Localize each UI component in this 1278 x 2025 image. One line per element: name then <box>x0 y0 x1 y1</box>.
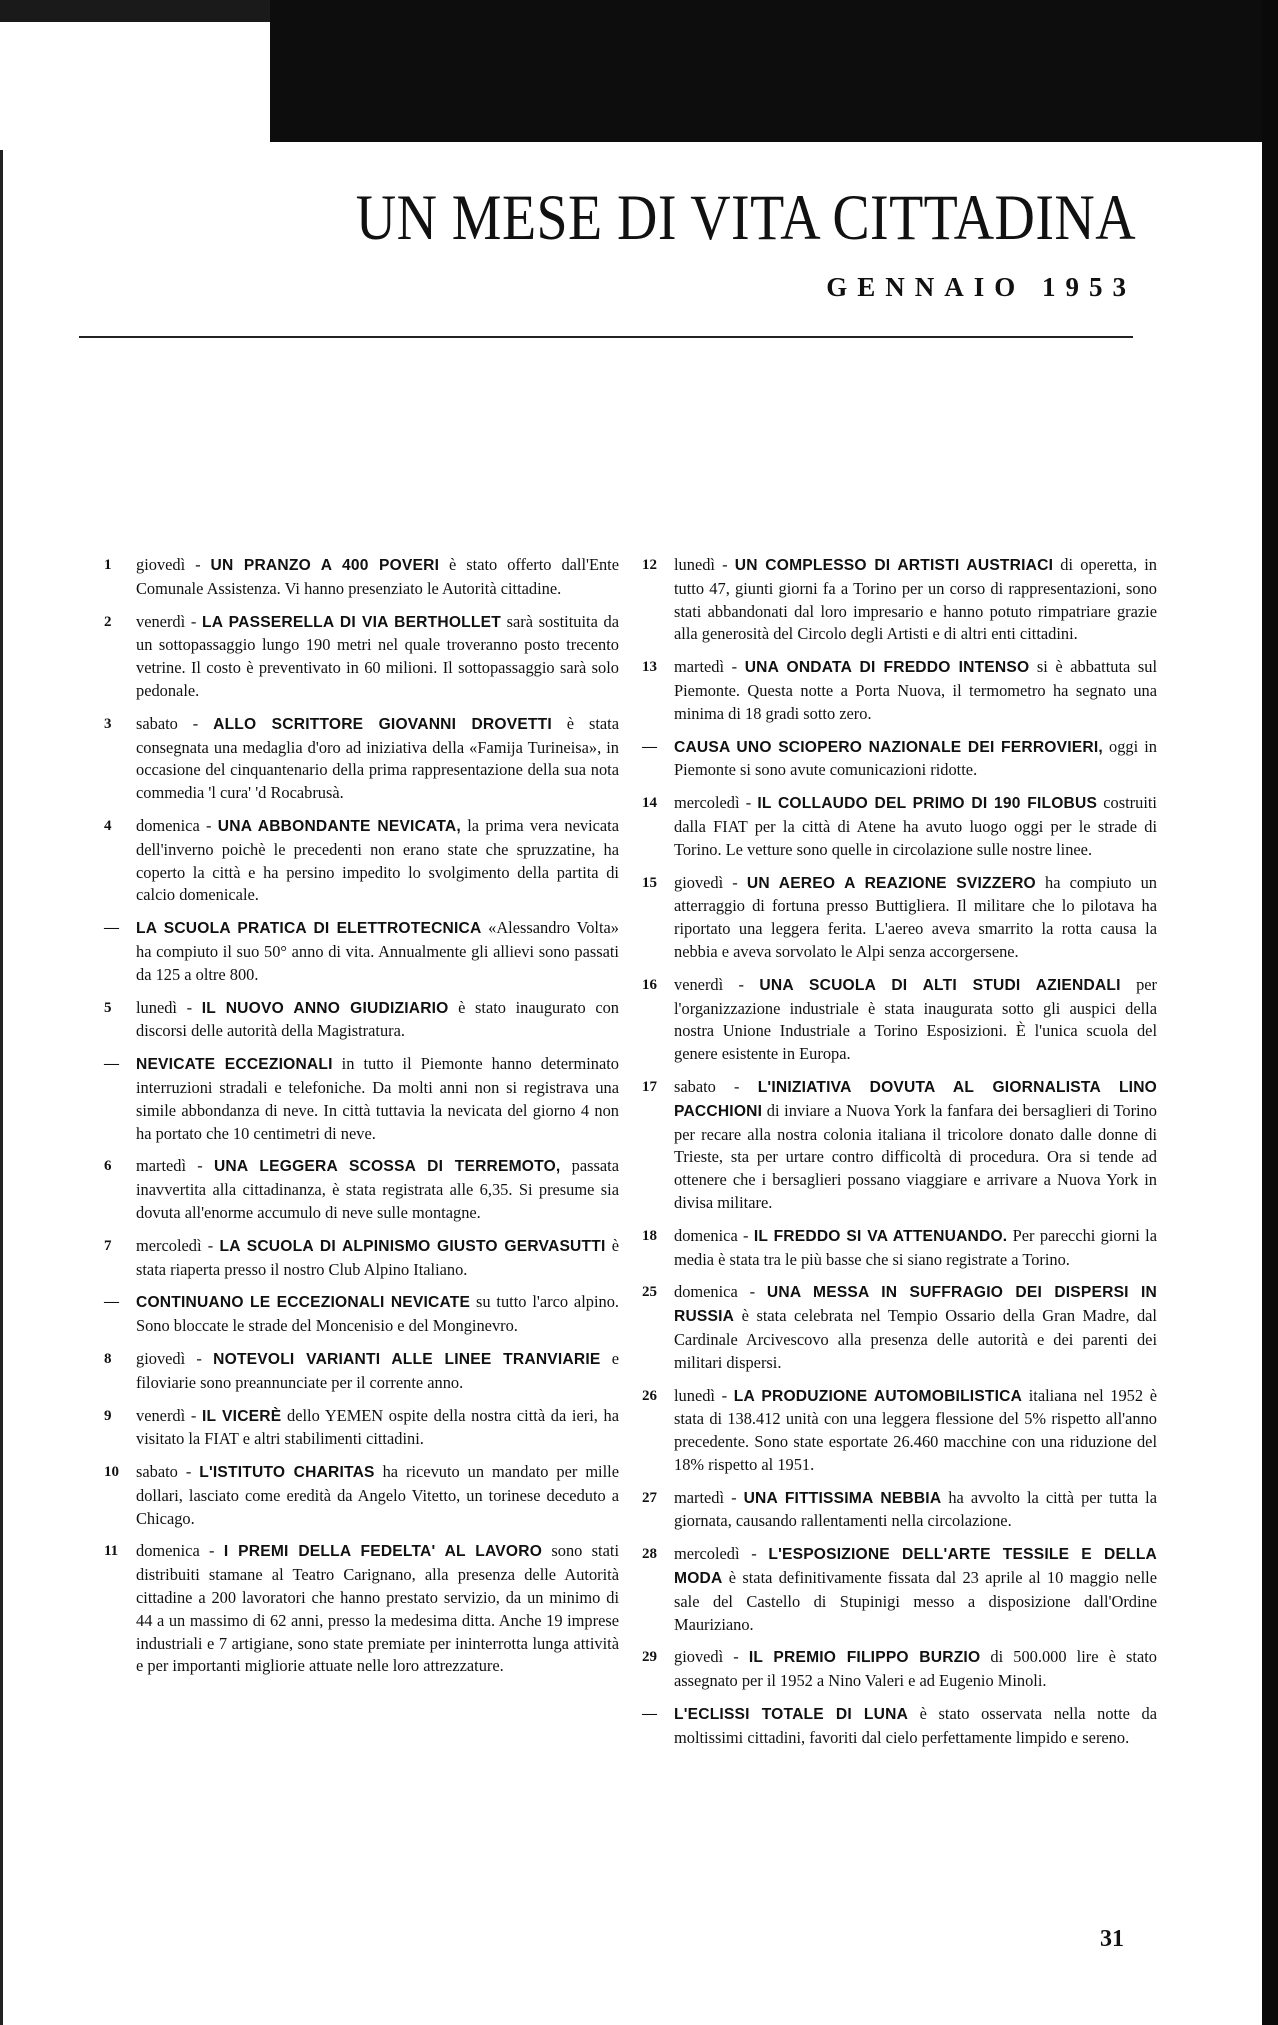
entry-text: è stato osservata nella notte da moltissimi cittadini, favoriti dal cielo perfettamente limpido e sereno. <box>674 1704 1157 1747</box>
entry: 8 giovedì - NOTEVOLI VARIANTI ALLE LINEE TRANVIARIE e filoviarie sono preannunciate per il corrente anno. <box>104 1348 620 1392</box>
entry-day: lunedì <box>136 997 177 1017</box>
entry-headline: UN PRANZO A 400 POVERI <box>210 557 440 574</box>
entry-text: e filoviarie sono preannunciate per il corrente anno. <box>136 1348 620 1392</box>
entry-number: 28 <box>642 1546 657 1563</box>
entry: 7 mercoledì - LA SCUOLA DI ALPINISMO GIUSTO GERVASUTTI è stata riaperta presso il nostro Club Alpino Italiano. <box>104 1235 620 1279</box>
header-rule <box>79 336 1133 338</box>
entry-text: «Alessandro Volta» ha compiuto il suo 50° anno di vita. Annualmente gli allievi sono passati da 125 a oltre 800. <box>136 918 619 984</box>
entry-number: — <box>104 1294 119 1311</box>
entry-text: ha avvolto la città per tutta la giornata, causando rallentamenti nella circolazione. <box>674 1487 1158 1531</box>
entry: 28 mercoledì - L'ESPOSIZIONE DELL'ARTE TESSILE E DELLA MODA è stata definitivamente fissata dal 23 aprile al 10 maggio nelle sale del Castello di Stupinigi messo a disposizione dall'Ordine Mauriziano. <box>642 1544 1158 1634</box>
entry-text: è stata definitivamente fissata dal 23 aprile al 10 maggio nelle sale del Castello di Stupinigi messo a disposizione dall'Ordine Mauriziano. <box>674 1568 1157 1634</box>
entry-headline: LA PASSERELLA DI VIA BERTHOLLET <box>201 613 501 631</box>
entry <box>642 1703 1157 1750</box>
entry-headline: UNA MESSA IN SUFFRAGIO DEI DISPERSI IN RUSSIA <box>674 1284 1158 1326</box>
entry-headline: L'ECLISSI TOTALE DI LUNA <box>674 1706 909 1724</box>
entry-day: mercoledì <box>136 1235 202 1255</box>
entry-text: dello YEMEN ospite della nostra città da ieri, ha visitato la FIAT e altri stabilimenti cittadini. <box>136 1405 619 1449</box>
entry <box>642 736 1157 783</box>
entry-day: giovedì <box>136 555 186 574</box>
entry-headline: LA PRODUZIONE AUTOMOBILISTICA <box>733 1387 1023 1405</box>
entry-headline: L'ISTITUTO CHARITAS <box>199 1464 375 1482</box>
entry-day: giovedì <box>136 1348 186 1368</box>
entry-text: sono stati distribuiti stamane al Teatro Carignano, alla presenza delle Autorità cittadine a 200 lavoratori che hanno prestato servizio, da un minimo di 44 a un massimo di 62 anni, presso la medesima ditta. Anche 19 imprese industriali e 7 artigiane, sono state premiate per ininterrotta lunga attività e per importanti migliorie attuate nelle loro attrezzature. <box>136 1541 619 1676</box>
entry-text: costruiti dalla FIAT per la città di Atene ha avuto luogo oggi per le strade di Torino. Le vetture sono quelle in circolazione sulle nostre linee. <box>674 793 1157 859</box>
entry-number: — <box>642 1706 657 1723</box>
entry-day: giovedì <box>674 872 724 892</box>
entry-text: di inviare a Nuova York la fanfara dei bersaglieri di Torino per recare alla nostra colonia italiana il tricolore donato dalle donne di Trieste, sta per urtare contro difficoltà di procedura. Ora si tende ad ottenere che i bersaglieri possano viaggiare e arrivare a Nuova York in divisa militare. <box>674 1100 1157 1212</box>
entry-headline: UN COMPLESSO DI ARTISTI AUSTRIACI <box>734 557 1054 574</box>
entry-headline: UNA SCUOLA DI ALTI STUDI AZIENDALI <box>759 976 1121 994</box>
entry-number: 29 <box>642 1649 657 1666</box>
entry-day: venerdì <box>674 974 724 994</box>
entry-text: Per parecchi giorni la media è stata tra le più basse che si siano registrate a Torino. <box>674 1225 1157 1269</box>
entry-number: — <box>642 738 657 755</box>
entry: 3 sabato - ALLO SCRITTORE GIOVANNI DROVETTI è stata consegnata una medaglia d'oro ad iniziativa della «Famija Turineisa», in occasione del cinquantenario della prima rappresentazione della sua nota commedia 'l cura' 'd Rocabrusà. <box>104 713 619 803</box>
entry-day: martedì <box>136 1156 187 1176</box>
entry-headline: IL PREMIO FILIPPO BURZIO <box>748 1649 981 1667</box>
entry-day: domenica <box>136 815 200 835</box>
page-subtitle: GENNAIO 1953 <box>826 272 1136 302</box>
entry: 11 domenica - I PREMI DELLA FEDELTA' AL LAVORO sono stati distribuiti stamane al Teatro Carignano, alla presenza delle Autorità cittadine a 200 lavoratori che hanno prestato servizio, da un minimo di 44 a un massimo di 62 anni, presso la medesima ditta. Anche 19 imprese industriali e 7 artigiane, sono state premiate per ininterrotta lunga attività e per importanti migliorie attuate nelle loro attrezzature. <box>104 1541 619 1676</box>
entry-headline: L'INIZIATIVA DOVUTA AL GIORNALISTA LINO PACCHIONI <box>674 1078 1157 1120</box>
entry-number: 27 <box>642 1489 657 1506</box>
entry-text: su tutto l'arco alpino. Sono bloccate le strade del Moncenisio e del Monginevro. <box>136 1292 619 1336</box>
entry-headline: NEVICATE ECCEZIONALI <box>136 1056 333 1074</box>
entry-text: è stato offerto dall'Ente Comunale Assistenza. Vi hanno presenziato le Autorità cittadine. <box>136 555 620 598</box>
entry-number: 6 <box>104 1158 112 1175</box>
entry-number: 4 <box>104 817 112 834</box>
entry-headline: IL FREDDO SI VA ATTENUANDO. <box>753 1227 1008 1245</box>
entry-text: italiana nel 1952 è stata di 138.412 unità con una leggera flessione del 5% rispetto all'anno precedente. Sono state esportate 26.460 macchine con una riduzione del 18% rispetto al 1951. <box>674 1385 1157 1474</box>
left-column <box>104 554 619 1688</box>
entry: 10 sabato - L'ISTITUTO CHARITAS ha ricevuto un mandato per mille dollari, lasciato come eredità da Angelo Vitetto, un torinese deceduto a Chicago. <box>104 1462 619 1528</box>
entry-headline: ALLO SCRITTORE GIOVANNI DROVETTI <box>213 715 552 733</box>
entry-day: venerdì <box>136 1405 186 1425</box>
entry: 18 domenica - IL FREDDO SI VA ATTENUANDO. Per parecchi giorni la media è stata tra le più basse che si siano registrate a Torino. <box>642 1225 1157 1269</box>
entry-day: giovedì <box>674 1647 724 1667</box>
entry: 4 domenica - UNA ABBONDANTE NEVICATA, la prima vera nevicata dell'inverno poichè le precedenti non erano state che spruzzatine, ha coperto la città e ha persino impedito lo svolgimento della partita di calcio domenicale. <box>104 815 620 905</box>
entry <box>104 1053 619 1145</box>
entry <box>104 917 619 986</box>
entry: 13 martedì - UNA ONDATA DI FREDDO INTENSO si è abbattuta sul Piemonte. Questa notte a Porta Nuova, il termometro ha segnato una minima di 18 gradi sotto zero. <box>642 657 1158 723</box>
entry-number: 9 <box>104 1407 112 1424</box>
entry-headline: I PREMI DELLA FEDELTA' AL LAVORO <box>223 1543 543 1561</box>
entry: 25 domenica - UNA MESSA IN SUFFRAGIO DEI DISPERSI IN RUSSIA è stata celebrata nel Tempio Ossario della Gran Madre, dal Cardinale Arcivescovo alla presenza delle autorità e dei parenti dei militari dispersi. <box>642 1282 1158 1372</box>
scan-border-right <box>1262 0 1278 2025</box>
entry-text: ha ricevuto un mandato per mille dollari, lasciato come eredità da Angelo Vitetto, un torinese deceduto a Chicago. <box>136 1462 619 1528</box>
page-number: 31 <box>1100 1926 1124 1952</box>
entry: 9 venerdì - IL VICERÈ dello YEMEN ospite della nostra città da ieri, ha visitato la FIAT e altri stabilimenti cittadini. <box>104 1405 619 1449</box>
entry-headline: L'ESPOSIZIONE DELL'ARTE TESSILE E DELLA MODA <box>674 1546 1158 1588</box>
entry: 26 lunedì - LA PRODUZIONE AUTOMOBILISTICA italiana nel 1952 è stata di 138.412 unità con una leggera flessione del 5% rispetto all'anno precedente. Sono state esportate 26.460 macchine con una riduzione del 18% rispetto al 1951. <box>642 1385 1157 1474</box>
entry-number: 11 <box>104 1543 119 1560</box>
entry-text: di 500.000 lire è stato assegnato per il 1952 a Nino Valeri e ad Eugenio Minoli. <box>674 1647 1157 1691</box>
entry-text: è stata celebrata nel Tempio Ossario della Gran Madre, dal Cardinale Arcivescovo alla presenza delle autorità e dei parenti dei militari dispersi. <box>674 1306 1157 1372</box>
entry-day: sabato <box>674 1076 716 1096</box>
entry-number: 2 <box>104 613 112 630</box>
entry: 29 giovedì - IL PREMIO FILIPPO BURZIO di 500.000 lire è stato assegnato per il 1952 a Nino Valeri e ad Eugenio Minoli. <box>642 1647 1157 1691</box>
entry-text: è stata consegnata una medaglia d'oro ad iniziativa della «Famija Turineisa», in occasione del cinquantenario della prima rappresentazione della sua nota commedia 'l cura' 'd Rocabrusà. <box>136 713 619 803</box>
entry-headline: UNA ONDATA DI FREDDO INTENSO <box>744 659 1030 677</box>
entry-number: 16 <box>642 976 657 993</box>
right-column <box>642 554 1157 1760</box>
entry-text: è stata riaperta presso il nostro Club Alpino Italiano. <box>136 1235 620 1279</box>
entry-headline: LA SCUOLA PRATICA DI ELETTROTECNICA <box>136 920 482 938</box>
entry: 12 lunedì - UN COMPLESSO DI ARTISTI AUSTRIACI di operetta, in tutto 47, giunti giorni fa a Torino per un corso di rappresentazioni, sono stati abbandonati dal loro impresario e hanno potuto rimpatriare grazie alla generosità del Circolo degli Artisti e di altri enti cittadini. <box>642 555 1157 644</box>
entry-number: 10 <box>104 1464 119 1481</box>
entry-headline: LA SCUOLA DI ALPINISMO GIUSTO GERVASUTTI <box>219 1237 606 1255</box>
entry-day: lunedì <box>674 1385 715 1405</box>
entry-text: ha compiuto un atterraggio di fortuna presso Buttigliera. Il militare che lo pilotava ha riportato una leggera ferita. L'aereo aveva smarrito la rotta causa la nebbia e aveva sorvolato le Alpi senza accorgersene. <box>674 872 1157 961</box>
entry-text: la prima vera nevicata dell'inverno poichè le precedenti non erano state che spruzzatine, ha coperto la città e ha persino impedito lo svolgimento della partita di calcio domenicale. <box>136 815 620 905</box>
entry-day: venerdì <box>136 611 186 631</box>
entry-day: domenica <box>674 1282 738 1302</box>
entry-text: è stato inaugurato con discorsi delle autorità della Magistratura. <box>136 997 619 1041</box>
entry-number: 5 <box>104 999 112 1016</box>
entry-day: sabato <box>136 1462 178 1482</box>
entry-number: 8 <box>104 1350 112 1367</box>
entry-number: 14 <box>642 795 657 812</box>
entry: 6 martedì - UNA LEGGERA SCOSSA DI TERREMOTO, passata inavvertita alla cittadinanza, è stata registrata alle 6,35. Si presume sia dovuta all'enorme accumulo di neve sulle montagne. <box>104 1156 619 1222</box>
entry-day: domenica <box>136 1541 200 1561</box>
scan-border-left <box>0 150 3 2025</box>
entry-day: domenica <box>674 1225 738 1245</box>
entry-text: di operetta, in tutto 47, giunti giorni fa a Torino per un corso di rappresentazioni, sono stati abbandonati dal loro impresario e hanno potuto rimpatriare grazie alla generosità del Circolo degli Artisti e di altri enti cittadini. <box>674 555 1157 644</box>
entry-day: martedì <box>674 657 725 677</box>
entry: 17 sabato - L'INIZIATIVA DOVUTA AL GIORNALISTA LINO PACCHIONI di inviare a Nuova York la fanfara dei bersaglieri di Torino per recare alla nostra colonia italiana il tricolore donato dalle donne di Trieste, sta per urtare contro difficoltà di procedura. Ora si tende ad ottenere che i bersaglieri possano viaggiare e arrivare a Nuova York in divisa militare. <box>642 1076 1157 1212</box>
entry-number: 3 <box>104 715 112 732</box>
entry-headline: UNA ABBONDANTE NEVICATA, <box>217 817 461 835</box>
entry: 16 venerdì - UNA SCUOLA DI ALTI STUDI AZIENDALI per l'organizzazione industriale è stata inaugurata sotto gli auspici della nostra Unione Industriale a Torino Esposizioni. È l'unica scuola del genere esistente in Europa. <box>642 974 1158 1064</box>
entry-number: — <box>104 1056 119 1073</box>
entry: 15 giovedì - UN AEREO A REAZIONE SVIZZERO ha compiuto un atterraggio di fortuna presso Buttigliera. Il militare che lo pilotava ha riportato una leggera ferita. L'aereo aveva smarrito la rotta causa la nebbia e aveva sorvolato le Alpi senza accorgersene. <box>642 872 1157 961</box>
entry-day: mercoledì <box>674 793 740 813</box>
entry-headline: UNA FITTISSIMA NEBBIA <box>743 1489 942 1507</box>
entry-day: lunedì <box>674 555 715 574</box>
scan-gap <box>0 142 1278 150</box>
entry-headline: IL COLLAUDO DEL PRIMO DI 190 FILOBUS <box>757 795 1098 813</box>
entry-number: 1 <box>104 557 112 573</box>
entry-text: oggi in Piemonte si sono avute comunicazioni ridotte. <box>674 736 1157 780</box>
entry: 27 martedì - UNA FITTISSIMA NEBBIA ha avvolto la città per tutta la giornata, causando rallentamenti nella circolazione. <box>642 1487 1158 1531</box>
entry: 5 lunedì - IL NUOVO ANNO GIUDIZIARIO è stato inaugurato con discorsi delle autorità della Magistratura. <box>104 997 619 1041</box>
entry-text: passata inavvertita alla cittadinanza, è stata registrata alle 6,35. Si presume sia dovuta all'enorme accumulo di neve sulle montagne. <box>136 1156 619 1222</box>
entry: 14 mercoledì - IL COLLAUDO DEL PRIMO DI 190 FILOBUS costruiti dalla FIAT per la città di Atene ha avuto luogo oggi per le strade di Torino. Le vetture sono quelle in circolazione sulle nostre linee. <box>642 793 1157 859</box>
entry-number: 17 <box>642 1078 657 1095</box>
entry-number: 26 <box>642 1387 657 1404</box>
scan-dark-band <box>270 0 1278 142</box>
entry: 1 giovedì - UN PRANZO A 400 POVERI è stato offerto dall'Ente Comunale Assistenza. Vi hanno presenziato le Autorità cittadine. <box>104 555 620 598</box>
entry-headline: CONTINUANO LE ECCEZIONALI NEVICATE <box>136 1294 471 1312</box>
entry-text: si è abbattuta sul Piemonte. Questa notte a Porta Nuova, il termometro ha segnato una minima di 18 gradi sotto zero. <box>674 657 1158 723</box>
entry-number: 15 <box>642 874 657 891</box>
entry-text: per l'organizzazione industriale è stata inaugurata sotto gli auspici della nostra Unione Industriale a Torino Esposizioni. È l'unica scuola del genere esistente in Europa. <box>674 974 1158 1064</box>
entry-headline: UN AEREO A REAZIONE SVIZZERO <box>746 874 1036 892</box>
entry-text: sarà sostituita da un sottopassaggio lungo 190 metri nel quale troveranno posto trecento vetrine. Il costo è preventivato in 60 milioni. Il sottopassaggio sarà solo pedonale. <box>136 611 620 700</box>
entry-number: 18 <box>642 1227 657 1244</box>
entry-number: 25 <box>642 1284 657 1301</box>
entry-number: 12 <box>642 557 657 573</box>
entry-day: sabato <box>136 713 178 733</box>
entry-day: martedì <box>674 1487 725 1507</box>
entry-headline: UNA LEGGERA SCOSSA DI TERREMOTO, <box>213 1158 561 1176</box>
entry-headline: CAUSA UNO SCIOPERO NAZIONALE DEI FERROVIERI, <box>674 738 1103 756</box>
entry-headline: NOTEVOLI VARIANTI ALLE LINEE TRANVIARIE <box>213 1350 601 1368</box>
entry-headline: IL NUOVO ANNO GIUDIZIARIO <box>201 999 449 1017</box>
entry-number: — <box>104 920 119 937</box>
entry <box>104 1291 619 1338</box>
entry-day: mercoledì <box>674 1544 740 1564</box>
entry-text: in tutto il Piemonte hanno determinato interruzioni stradali e telefoniche. Da molti anni non si registrava una simile abbondanza di neve. In città tuttavia la nevicata del giorno 4 non ha portato che 10 centimetri di neve. <box>136 1054 619 1143</box>
entry-number: 13 <box>642 659 657 676</box>
entry-number: 7 <box>104 1237 112 1254</box>
entry-headline: IL VICERÈ <box>201 1407 282 1425</box>
page-title: UN MESE DI VITA CITTADINA <box>355 182 1136 254</box>
entry: 2 venerdì - LA PASSERELLA DI VIA BERTHOLLET sarà sostituita da un sottopassaggio lungo 190 metri nel quale troveranno posto trecento vetrine. Il costo è preventivato in 60 milioni. Il sottopassaggio sarà solo pedonale. <box>104 611 620 700</box>
